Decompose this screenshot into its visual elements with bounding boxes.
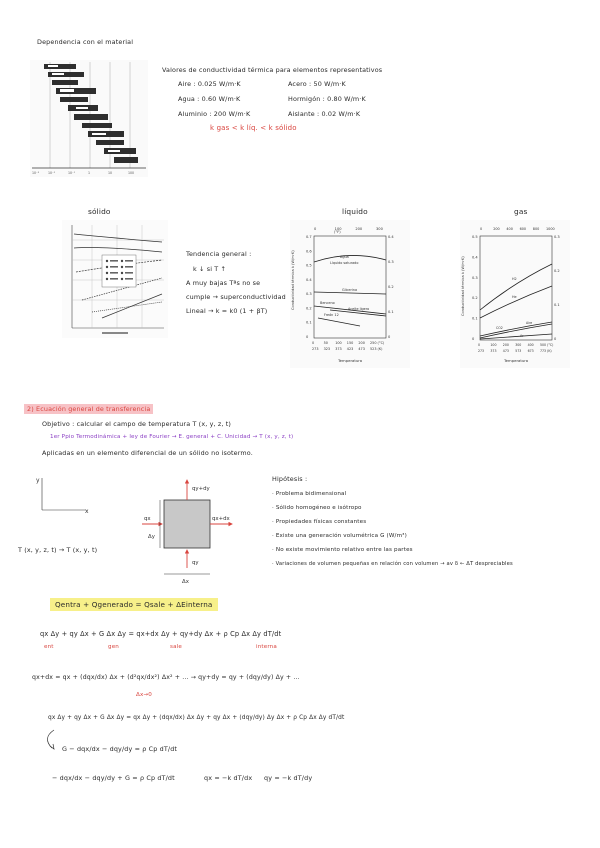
liquid-bottom-k-tick-0: 273 bbox=[312, 347, 319, 351]
value-water: Agua : 0.60 W/m·K bbox=[178, 95, 241, 103]
value-concrete: Hormigón : 0.80 W/m·K bbox=[288, 95, 366, 103]
svg-text:100: 100 bbox=[128, 171, 135, 175]
gas-right-tick-1: 0.1 bbox=[554, 303, 560, 307]
solid-conductivity-figure bbox=[62, 220, 168, 338]
label-delta-x: Δx bbox=[182, 579, 189, 585]
label-delta-y: Δy bbox=[148, 534, 155, 540]
gas-bottom-c-tick-4: 400 bbox=[527, 343, 534, 347]
hypothesis-6: · Variaciones de volumen pequeñas en relación con volumen → av δ ← ΔT despreciables bbox=[272, 561, 513, 567]
gas-label-co2: CO2 bbox=[496, 326, 503, 330]
liquid-top-tick-2: 200 bbox=[355, 227, 363, 231]
equation-2-note: Δx→0 bbox=[136, 692, 152, 698]
liquid-label-glycerin: Glicerina bbox=[342, 288, 358, 292]
differential-element-diagram bbox=[28, 470, 248, 588]
gas-ylabel: Conductividad térmica k (W/m·K) bbox=[461, 256, 465, 316]
liquid-label-freon: Freón 12 bbox=[324, 313, 339, 317]
hypothesis-5: · No existe movimiento relativo entre las partes bbox=[272, 547, 413, 553]
label-ent: ent bbox=[44, 644, 54, 650]
liquid-bottom-c-tick-1: 50 bbox=[323, 341, 328, 345]
section-applied: Aplicadas en un elemento diferencial de un sólido no isotermo. bbox=[42, 449, 253, 457]
hypothesis-3: · Propiedades físicas constantes bbox=[272, 519, 367, 525]
hypothesis-4: · Existe una generación volumétrica G (W/m³) bbox=[272, 533, 407, 539]
liquid-right-tick-3: 0.3 bbox=[388, 260, 394, 264]
differential-element bbox=[164, 500, 210, 548]
label-qx: qx bbox=[144, 516, 151, 522]
liquid-bottom-k-tick-3: 423 bbox=[346, 347, 354, 351]
axis-x-label: x bbox=[85, 508, 89, 515]
liquid-left-tick-4: 0.4 bbox=[306, 277, 312, 282]
gas-left-tick-0: 0 bbox=[472, 337, 475, 341]
liquid-right-tick-4: 0.4 bbox=[388, 235, 394, 239]
solid-note-4: cumple → superconductividad bbox=[186, 293, 286, 301]
liquid-left-tick-7: 0.7 bbox=[306, 235, 312, 239]
energy-balance-highlight: Qentra + Qgenerado = Qsale + ΔEinterna bbox=[50, 598, 218, 611]
equation-4: G − dqx/dx − dqy/dy = ρ Cp dT/dt bbox=[62, 745, 178, 753]
section-title-text: Ecuación general de transferencia bbox=[36, 405, 151, 413]
material-conductivity-figure bbox=[30, 60, 148, 177]
liquid-left-tick-5: 0.5 bbox=[306, 263, 312, 268]
gas-right-tick-0: 0 bbox=[554, 337, 557, 341]
section-principle: 1er Ppio Termodinámica + ley de Fourier → E. general + C. Unicidad → T (x, y, z, t) bbox=[50, 434, 294, 440]
liquid-right-tick-1: 0.1 bbox=[388, 310, 394, 314]
gas-bottom-c-tick-2: 200 bbox=[502, 343, 509, 347]
svg-text:10⁻³: 10⁻³ bbox=[32, 171, 40, 175]
liquid-chart-graphic bbox=[290, 220, 410, 368]
solid-note-5: Lineal → k = k0 (1 + βT) bbox=[186, 307, 268, 315]
svg-text:10: 10 bbox=[108, 171, 113, 175]
liquid-left-tick-0: 0 bbox=[306, 335, 309, 339]
gas-bottom-k-tick-5: 773 (K) bbox=[540, 349, 552, 353]
liquid-left-tick-1: 0.1 bbox=[306, 320, 312, 325]
value-aluminium: Aluminio : 200 W/m·K bbox=[178, 110, 251, 118]
gas-left-tick-4: 0.4 bbox=[472, 255, 478, 260]
gas-bottom-c-tick-0: 0 bbox=[478, 343, 481, 347]
value-air: Aire : 0.025 W/m·K bbox=[178, 80, 241, 88]
liquid-bottom-k-tick-4: 473 bbox=[358, 347, 365, 351]
liquid-conductivity-figure bbox=[290, 220, 410, 368]
gas-bottom-k-tick-0: 273 bbox=[478, 349, 485, 353]
gas-top-tick-1: 200 bbox=[493, 227, 500, 231]
material-chart-graphic bbox=[30, 60, 148, 177]
gas-right-tick-2: 0.2 bbox=[554, 269, 560, 273]
liquid-top-tick-0: 0 bbox=[314, 227, 317, 231]
liquid-bottom-k-tick-2: 373 bbox=[335, 347, 342, 351]
liquid-header: líquido bbox=[342, 207, 368, 216]
gas-bottom-k-tick-4: 673 bbox=[527, 349, 534, 353]
page-heading: Dependencia con el material bbox=[37, 38, 134, 46]
solid-note-1: Tendencia general : bbox=[186, 250, 252, 258]
liquid-label-oil: Aceite ligero bbox=[348, 307, 370, 311]
hypotheses-title: Hipótesis : bbox=[272, 475, 308, 483]
gas-conductivity-figure bbox=[460, 220, 570, 368]
label-qx-dx: qx+dx bbox=[212, 516, 230, 522]
gas-left-tick-1: 0.1 bbox=[472, 316, 478, 321]
differential-element-graphic bbox=[28, 470, 248, 588]
liquid-top-tick-3: 300 bbox=[376, 227, 383, 231]
svg-text:10⁻¹: 10⁻¹ bbox=[68, 171, 76, 175]
gas-label-air: Aire bbox=[526, 321, 533, 325]
gas-bottom-c-tick-1: 100 bbox=[490, 343, 497, 347]
hypothesis-1: · Problema bidimensional bbox=[272, 491, 347, 497]
equation-3: qx Δy + qy Δx + G Δx Δy = qx Δy + (dqx/dx) Δx Δy + qy Δx + (dqy/dy) Δy Δx + ρ Cp Δx Δy dT/dt bbox=[48, 715, 345, 721]
liquid-right-tick-2: 0.2 bbox=[388, 285, 394, 289]
gas-left-tick-5: 0.5 bbox=[472, 235, 478, 239]
liquid-bottom-c-tick-2: 100 bbox=[335, 341, 342, 345]
equation-6a: qx = −k dT/dx bbox=[204, 774, 253, 782]
liquid-top-unit: (°F) bbox=[334, 230, 341, 234]
gas-chart-graphic bbox=[460, 220, 570, 368]
liquid-ylabel: Conductividad térmica k (W/m·K) bbox=[291, 250, 295, 310]
liquid-label-water: Agua bbox=[340, 255, 349, 259]
solid-note-2: k ↓ si T ↑ bbox=[193, 265, 227, 273]
label-interna: interna bbox=[256, 644, 277, 650]
liquid-label-saturated: Líquido saturado bbox=[330, 261, 359, 265]
value-steel: Acero : 50 W/m·K bbox=[288, 80, 346, 88]
equation-1: qx Δy + qy Δx + G Δx Δy = qx+dx Δy + qy+dy Δx + ρ Cp Δx Δy dT/dt bbox=[40, 630, 282, 638]
gas-left-tick-3: 0.3 bbox=[472, 275, 478, 280]
equation-2: qx+dx = qx + (dqx/dx) Δx + (d²qx/dx²) Δx² + ... → qy+dy = qy + (dqy/dy) Δy + ... bbox=[32, 674, 300, 681]
section-objective: Objetivo : calcular el campo de temperatura T (x, y, z, t) bbox=[42, 420, 232, 428]
liquid-label-benzene: Benceno bbox=[320, 301, 335, 305]
gas-label-ar: Ar bbox=[520, 334, 524, 338]
gas-right-tick-3: 0.3 bbox=[554, 235, 560, 239]
gas-bottom-k-tick-3: 573 bbox=[515, 349, 522, 353]
label-gen: gen bbox=[108, 644, 119, 650]
solid-header: sólido bbox=[88, 207, 111, 216]
values-title: Valores de conductividad térmica para elementos representativos bbox=[162, 66, 383, 74]
liquid-bottom-k-tick-5: 523 (K) bbox=[370, 347, 383, 351]
liquid-right-tick-0: 0 bbox=[388, 335, 391, 339]
liquid-bottom-c-tick-5: 250 (°C) bbox=[370, 341, 385, 345]
section-number: 2) bbox=[27, 405, 34, 413]
gas-bottom-k-tick-1: 373 bbox=[490, 349, 497, 353]
liquid-xlabel: Temperatura bbox=[338, 358, 363, 363]
gas-label-he: He bbox=[512, 295, 517, 299]
equation-6b: qy = −k dT/dy bbox=[264, 774, 313, 782]
value-insulator: Aislante : 0.02 W/m·K bbox=[288, 110, 361, 118]
liquid-left-tick-2: 0.2 bbox=[306, 306, 312, 311]
label-sale: sale bbox=[170, 644, 182, 650]
label-qy: qy bbox=[192, 560, 199, 566]
label-qy-dy: qy+dy bbox=[192, 486, 210, 492]
conductivity-relation: k gas < k líq. < k sólido bbox=[210, 124, 297, 132]
solid-note-3: A muy bajas Tªs no se bbox=[186, 279, 261, 287]
equation-5: − dqx/dx − dqy/dy + G = ρ Cp dT/dt bbox=[52, 774, 175, 782]
svg-text:10⁻²: 10⁻² bbox=[48, 171, 56, 175]
svg-text:1: 1 bbox=[88, 171, 91, 175]
solid-chart-graphic bbox=[62, 220, 168, 338]
liquid-left-tick-6: 0.6 bbox=[306, 249, 312, 254]
hypothesis-2: · Sólido homogéneo e isótropo bbox=[272, 505, 362, 511]
liquid-bottom-c-tick-0: 0 bbox=[312, 341, 315, 345]
temperature-transform: T (x, y, z, t) → T (x, y, t) bbox=[18, 546, 98, 554]
gas-top-tick-0: 0 bbox=[480, 227, 483, 231]
gas-bottom-c-tick-5: 500 (°C) bbox=[540, 343, 554, 347]
liquid-bottom-k-tick-1: 323 bbox=[323, 347, 331, 351]
gas-top-tick-5: 1000 bbox=[546, 227, 555, 231]
liquid-bottom-c-tick-3: 150 bbox=[346, 341, 354, 345]
gas-xlabel: Temperatura bbox=[504, 358, 529, 363]
gas-left-tick-2: 0.2 bbox=[472, 296, 478, 301]
liquid-top-tick-1: 100 bbox=[334, 227, 342, 231]
gas-label-h2: H2 bbox=[512, 277, 517, 281]
axis-y-label: y bbox=[36, 477, 40, 484]
gas-top-tick-2: 400 bbox=[506, 227, 513, 231]
gas-top-tick-4: 800 bbox=[532, 227, 540, 231]
gas-top-tick-3: 600 bbox=[519, 227, 527, 231]
liquid-left-tick-3: 0.3 bbox=[306, 292, 312, 297]
energy-balance bbox=[50, 601, 218, 608]
section-title bbox=[24, 406, 153, 412]
gas-bottom-c-tick-3: 300 bbox=[515, 343, 522, 347]
gas-bottom-k-tick-2: 473 bbox=[502, 349, 509, 353]
gas-header: gas bbox=[514, 207, 528, 216]
liquid-bottom-c-tick-4: 200 bbox=[358, 341, 365, 345]
